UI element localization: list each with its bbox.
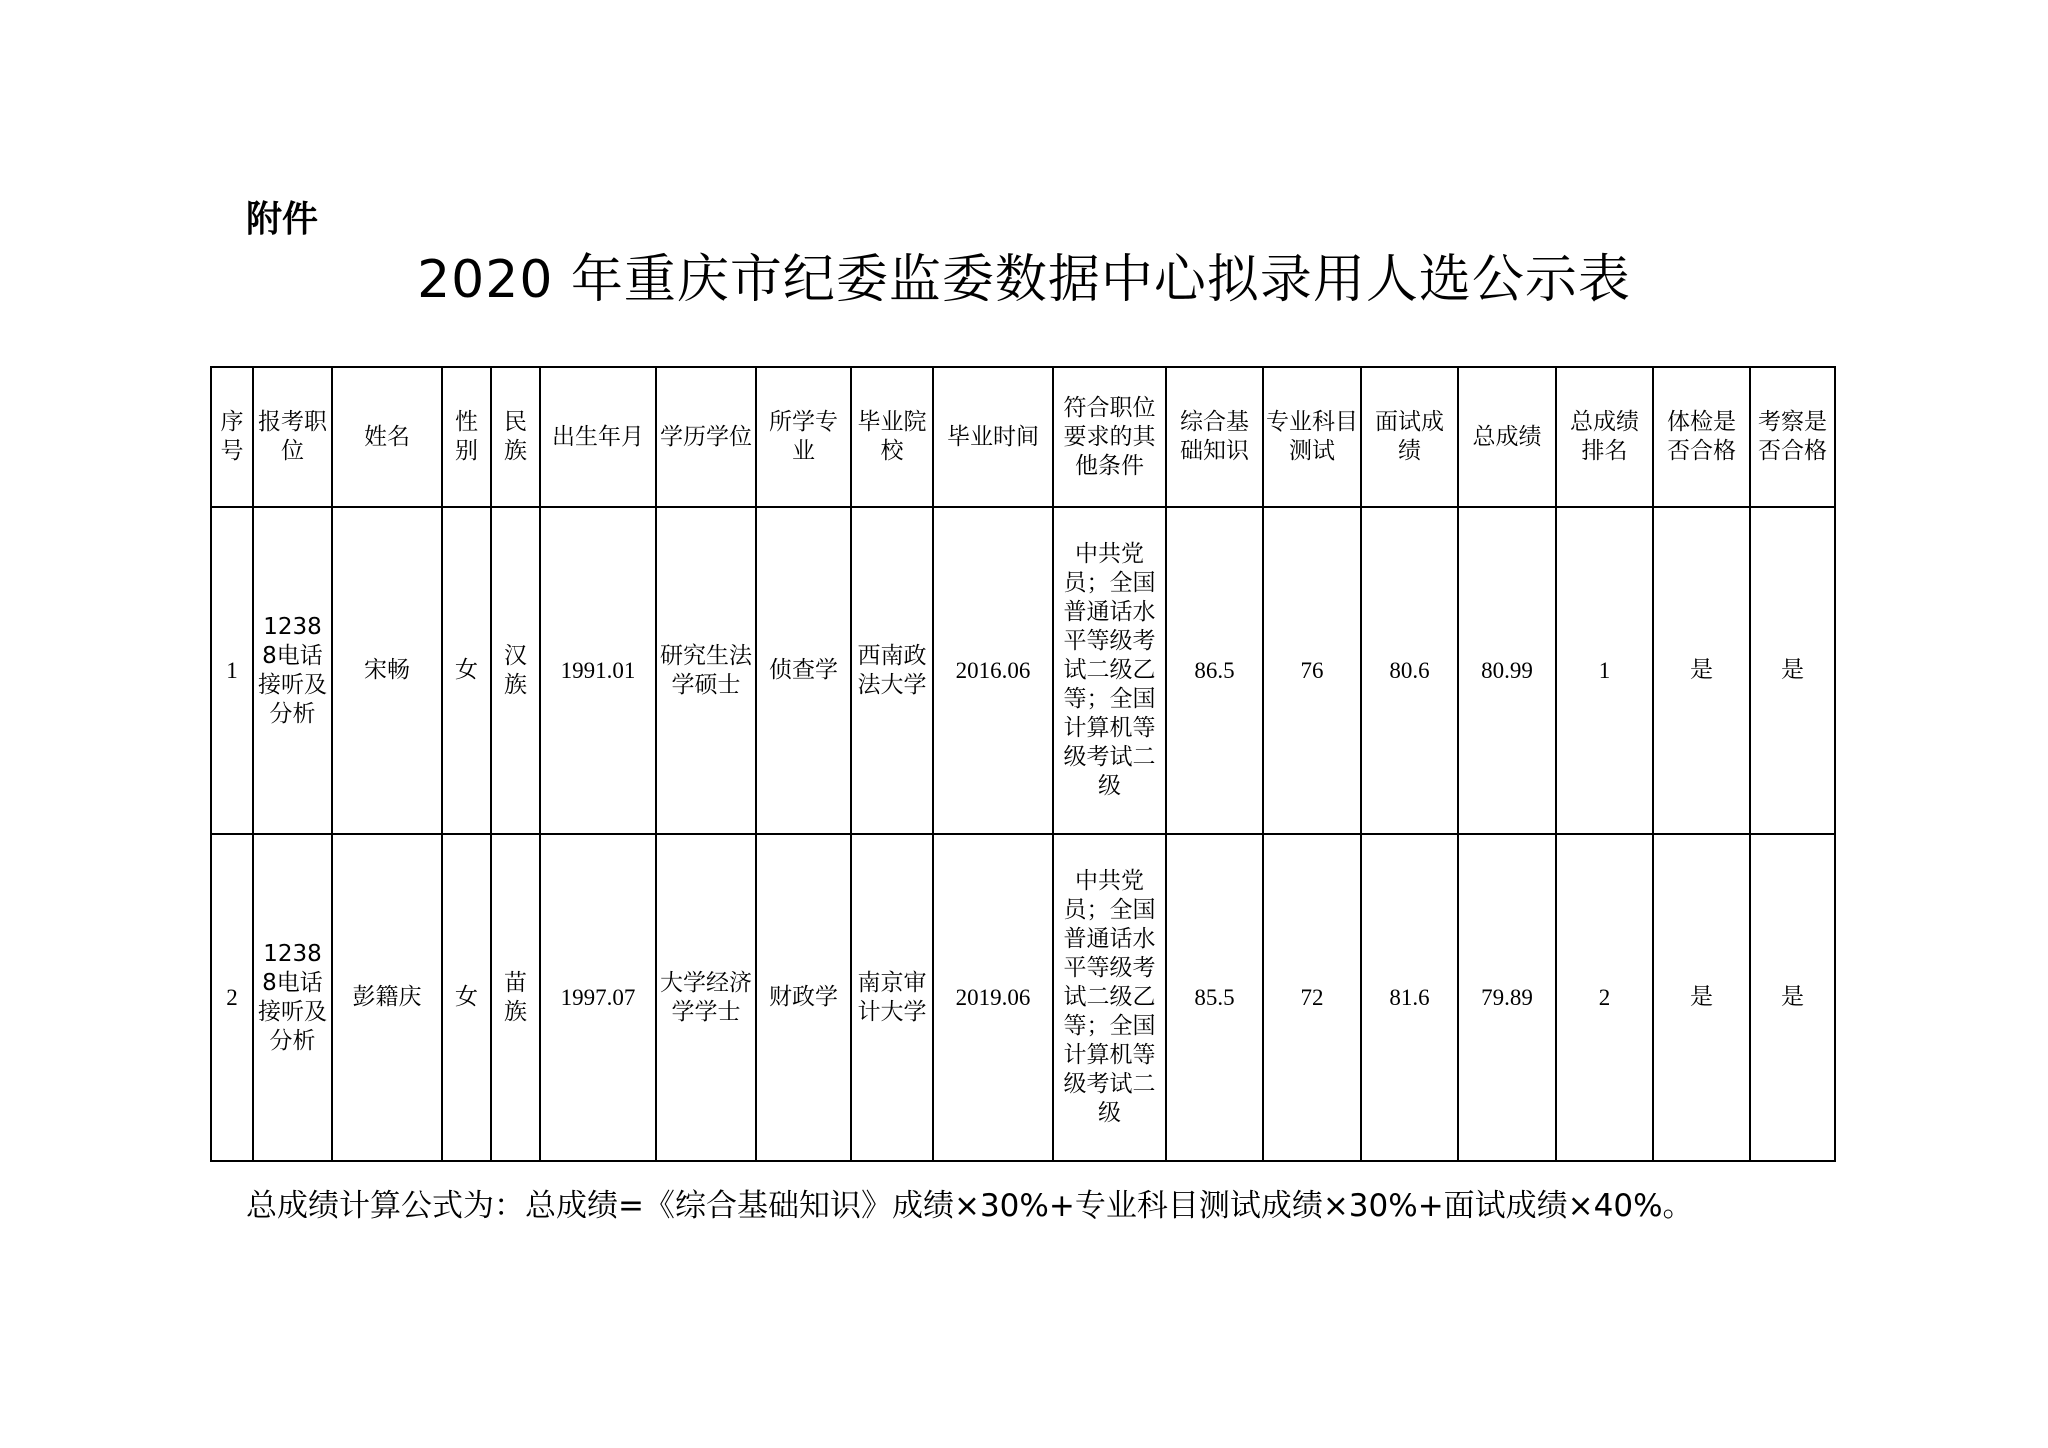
page-title: 2020 年重庆市纪委监委数据中心拟录用人选公示表 <box>417 250 1631 310</box>
table-row <box>211 834 1835 1161</box>
cell-rank: 2 <box>1556 834 1653 1161</box>
cell-physical: 是 <box>1653 834 1750 1161</box>
cell-conditions: 中共党员；全国普通话水平等级考试二级乙等；全国计算机等级考试二级 <box>1053 834 1166 1161</box>
col-header-major: 所学专业 <box>756 367 851 507</box>
cell-birth: 1997.07 <box>540 834 656 1161</box>
col-header-physical: 体检是否合格 <box>1653 367 1750 507</box>
cell-basic: 85.5 <box>1166 834 1263 1161</box>
cell-inspection: 是 <box>1750 834 1835 1161</box>
cell-basic: 86.5 <box>1166 507 1263 834</box>
col-header-conditions: 符合职位要求的其他条件 <box>1053 367 1166 507</box>
col-header-interview: 面试成绩 <box>1361 367 1458 507</box>
cell-school: 南京审计大学 <box>851 834 933 1161</box>
col-header-degree: 学历学位 <box>656 367 756 507</box>
cell-total: 80.99 <box>1458 507 1556 834</box>
col-header-total: 总成绩 <box>1458 367 1556 507</box>
cell-gender: 女 <box>442 507 491 834</box>
cell-birth: 1991.01 <box>540 507 656 834</box>
table-header-row <box>211 367 1835 507</box>
col-header-rank: 总成绩排名 <box>1556 367 1653 507</box>
cell-major: 财政学 <box>756 834 851 1161</box>
col-header-birth: 出生年月 <box>540 367 656 507</box>
cell-major: 侦查学 <box>756 507 851 834</box>
score-formula-note: 总成绩计算公式为：总成绩=《综合基础知识》成绩×30%+专业科目测试成绩×30%+面试成绩×40%。 <box>246 1188 1694 1224</box>
cell-position: 12388电话接听及分析 <box>253 507 332 834</box>
cell-physical: 是 <box>1653 507 1750 834</box>
col-header-gender: 性别 <box>442 367 491 507</box>
cell-name: 宋畅 <box>332 507 442 834</box>
cell-degree: 大学经济学学士 <box>656 834 756 1161</box>
cell-gender: 女 <box>442 834 491 1161</box>
col-header-ethnicity: 民族 <box>491 367 540 507</box>
cell-professional: 72 <box>1263 834 1361 1161</box>
cell-interview: 81.6 <box>1361 834 1458 1161</box>
cell-name: 彭籍庆 <box>332 834 442 1161</box>
col-header-basic: 综合基础知识 <box>1166 367 1263 507</box>
cell-inspection: 是 <box>1750 507 1835 834</box>
cell-professional: 76 <box>1263 507 1361 834</box>
table-row <box>211 507 1835 834</box>
col-header-professional: 专业科目测试 <box>1263 367 1361 507</box>
attachment-label: 附件 <box>246 199 319 240</box>
col-header-grad-time: 毕业时间 <box>933 367 1053 507</box>
cell-grad-time: 2019.06 <box>933 834 1053 1161</box>
cell-position: 12388电话接听及分析 <box>253 834 332 1161</box>
candidate-table <box>210 366 1836 1162</box>
cell-interview: 80.6 <box>1361 507 1458 834</box>
col-header-no: 序号 <box>211 367 253 507</box>
cell-school: 西南政法大学 <box>851 507 933 834</box>
cell-ethnicity: 汉族 <box>491 507 540 834</box>
cell-grad-time: 2016.06 <box>933 507 1053 834</box>
cell-conditions: 中共党员；全国普通话水平等级考试二级乙等；全国计算机等级考试二级 <box>1053 507 1166 834</box>
cell-degree: 研究生法学硕士 <box>656 507 756 834</box>
cell-ethnicity: 苗族 <box>491 834 540 1161</box>
cell-total: 79.89 <box>1458 834 1556 1161</box>
col-header-name: 姓名 <box>332 367 442 507</box>
cell-no: 1 <box>211 507 253 834</box>
cell-rank: 1 <box>1556 507 1653 834</box>
cell-no: 2 <box>211 834 253 1161</box>
col-header-position: 报考职位 <box>253 367 332 507</box>
col-header-inspection: 考察是否合格 <box>1750 367 1835 507</box>
col-header-school: 毕业院校 <box>851 367 933 507</box>
